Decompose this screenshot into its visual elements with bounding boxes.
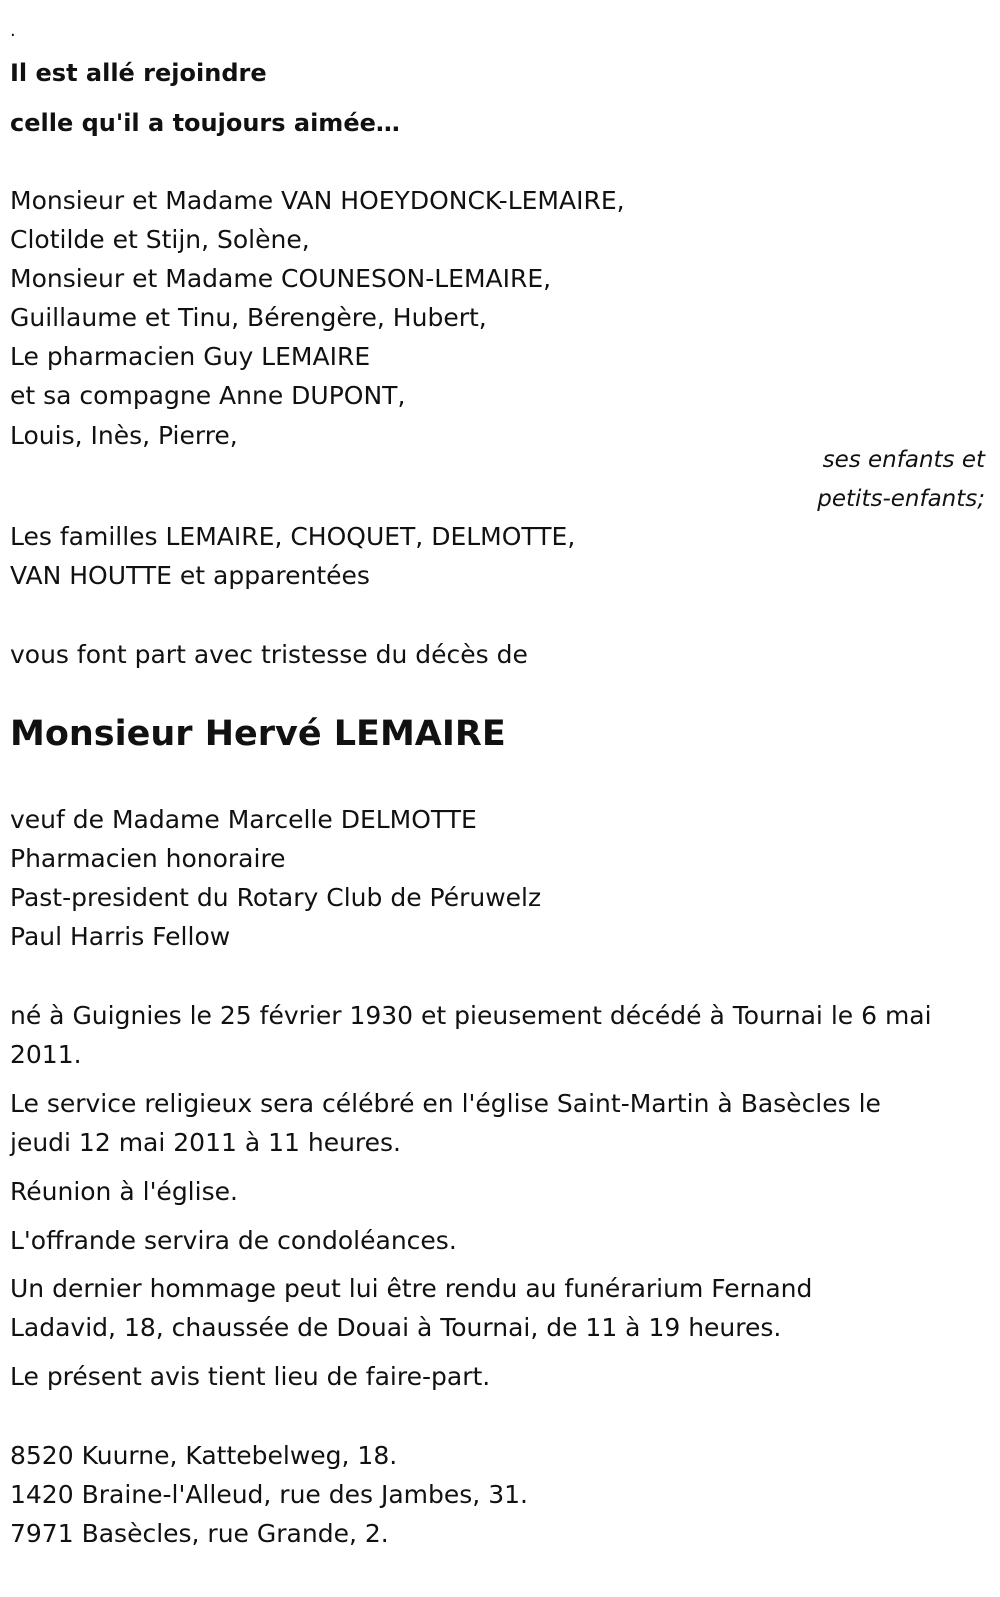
family-line: Monsieur et Madame VAN HOEYDONCK-LEMAIRE, <box>10 186 625 215</box>
address-line: 1420 Braine-l'Alleud, rue des Jambes, 31. <box>10 1480 528 1509</box>
family-line: et sa compagne Anne DUPONT, <box>10 381 406 410</box>
detail-line: jeudi 12 mai 2011 à 11 heures. <box>10 1128 402 1157</box>
detail-line: Le service religieux sera célébré en l'église Saint-Martin à Basècles le <box>10 1089 881 1118</box>
title-line: Pharmacien honoraire <box>10 844 286 873</box>
detail-line: Le présent avis tient lieu de faire-part. <box>10 1362 491 1391</box>
address-line: 8520 Kuurne, Kattebelweg, 18. <box>10 1441 398 1470</box>
detail-line: Réunion à l'église. <box>10 1177 238 1206</box>
family-role-line-1: ses enfants et <box>822 447 985 473</box>
family-line: Louis, Inès, Pierre, <box>10 421 238 450</box>
detail-line: né à Guignies le 25 février 1930 et pieusement décédé à Tournai le 6 mai <box>10 1001 932 1030</box>
detail-line: Un dernier hommage peut lui être rendu au funérarium Fernand <box>10 1274 813 1303</box>
family-line: Guillaume et Tinu, Bérengère, Hubert, <box>10 303 487 332</box>
detail-line: Ladavid, 18, chaussée de Douai à Tournai, de 11 à 19 heures. <box>10 1313 782 1342</box>
family-role-line-2: petits-enfants; <box>817 486 985 512</box>
relatives-line: VAN HOUTTE et apparentées <box>10 561 370 590</box>
intro-line-2: celle qu'il a toujours aimée… <box>10 109 400 137</box>
title-line: Past-president du Rotary Club de Péruwelz <box>10 883 542 912</box>
family-line: Monsieur et Madame COUNESON-LEMAIRE, <box>10 264 552 293</box>
intro-line-1: Il est allé rejoindre <box>10 59 267 87</box>
title-line: Paul Harris Fellow <box>10 922 231 951</box>
detail-line: L'offrande servira de condoléances. <box>10 1226 457 1255</box>
deceased-name: Monsieur Hervé LEMAIRE <box>10 714 506 754</box>
title-line: veuf de Madame Marcelle DELMOTTE <box>10 805 477 834</box>
address-line: 7971 Basècles, rue Grande, 2. <box>10 1519 389 1548</box>
relatives-line: Les familles LEMAIRE, CHOQUET, DELMOTTE, <box>10 522 576 551</box>
announcement: vous font part avec tristesse du décès de <box>10 640 528 669</box>
detail-line: 2011. <box>10 1040 82 1069</box>
top-dot: . <box>10 20 16 41</box>
family-line: Clotilde et Stijn, Solène, <box>10 225 310 254</box>
family-line: Le pharmacien Guy LEMAIRE <box>10 342 371 371</box>
